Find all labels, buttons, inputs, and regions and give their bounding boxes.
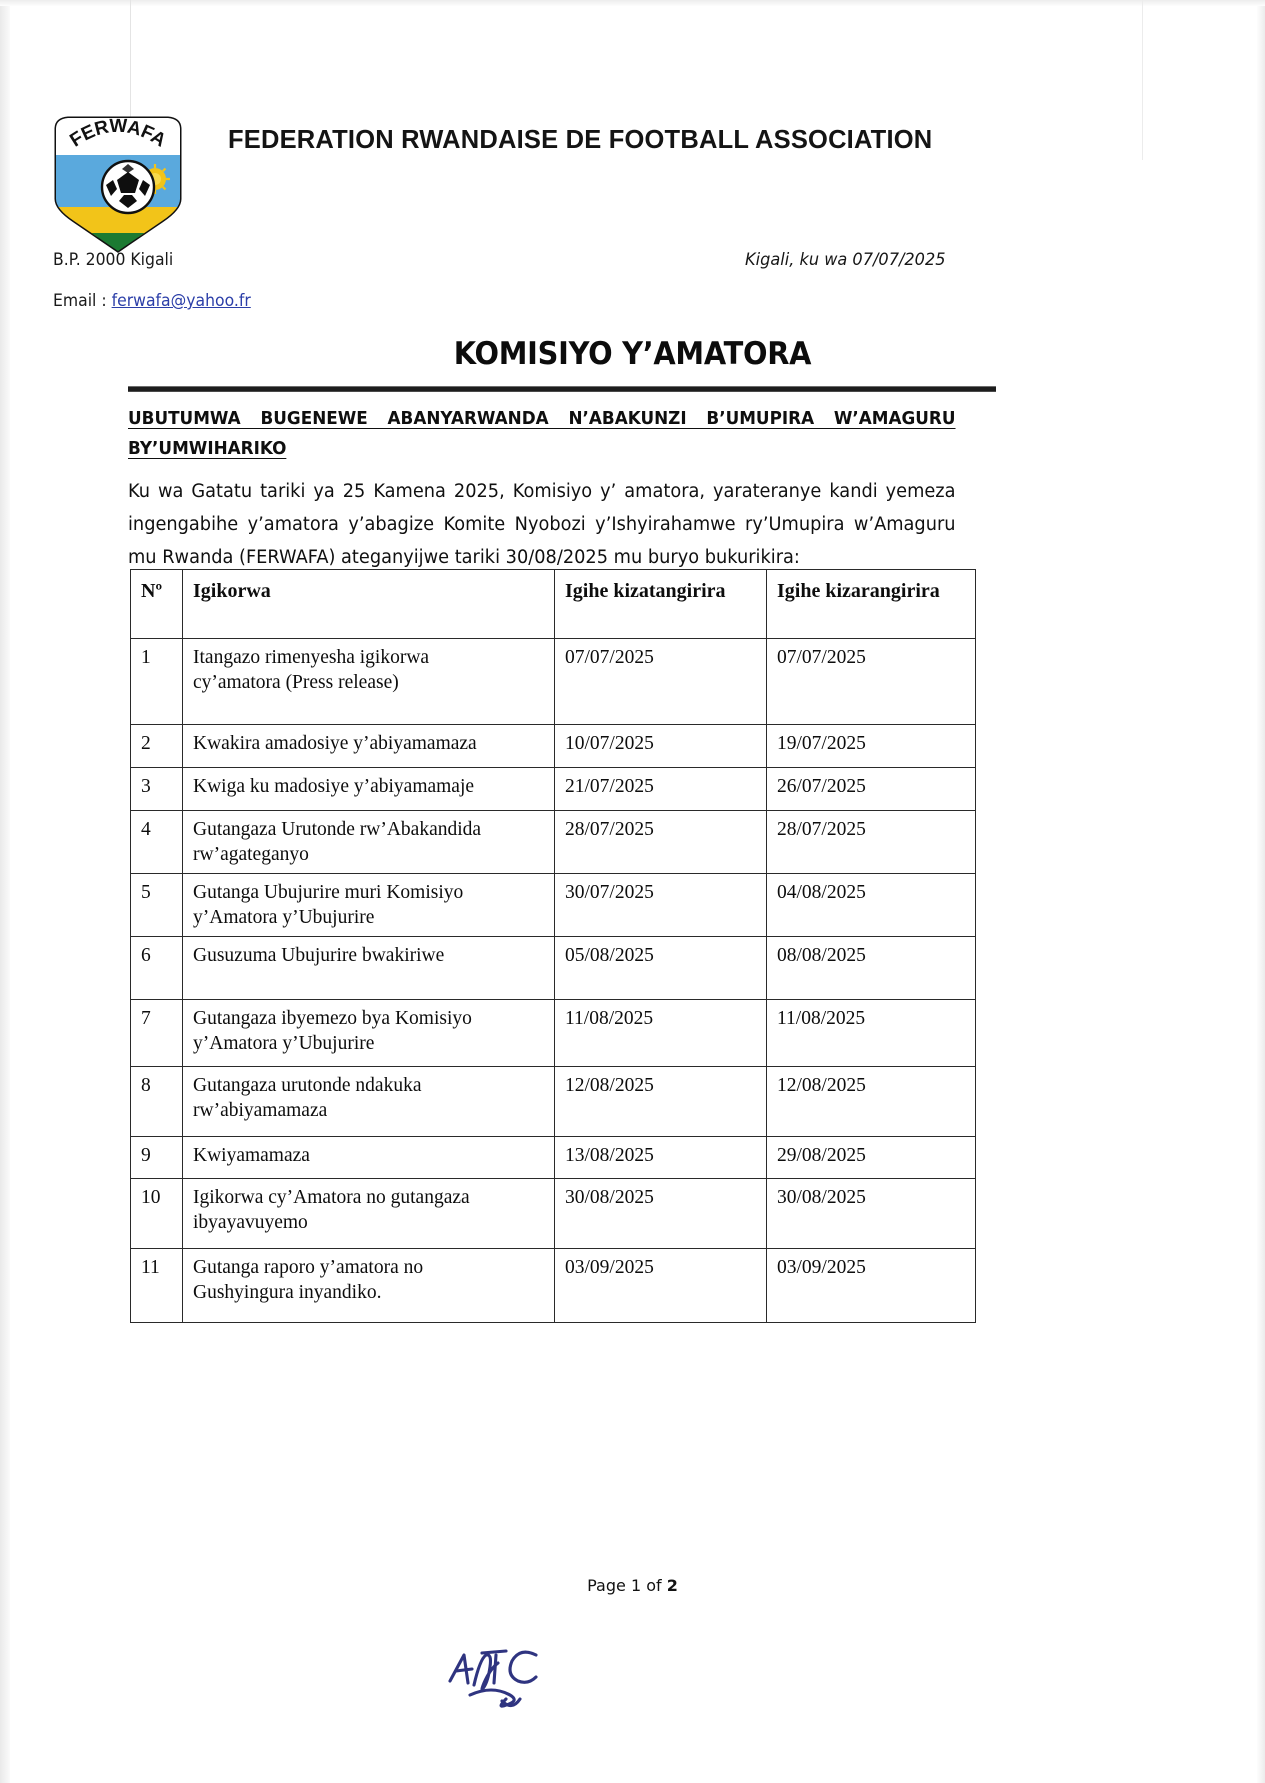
task-line-1: Igikorwa cy’Amatora no gutangaza [193,1187,470,1208]
row-end-date: 12/08/2025 [767,1067,976,1137]
task-line-1: Gusuzuma Ubujurire bwakiriwe [193,945,445,966]
row-number: 4 [131,811,183,874]
row-task [183,1249,555,1323]
column-header-end: Igihe kizarangirira [767,570,976,639]
page-footer [0,1576,1265,1595]
row-number: 11 [131,1249,183,1323]
scan-edge-left [0,0,10,1783]
row-end-date: 19/07/2025 [767,725,976,768]
subject-heading [128,404,956,464]
row-end-date: 30/08/2025 [767,1179,976,1249]
row-task [183,1000,555,1067]
table-header-row [131,570,976,639]
row-number: 5 [131,874,183,937]
scan-fold-line-right [1142,0,1143,160]
row-task [183,874,555,937]
table-row [131,937,976,1000]
subject-line-2: BY’UMWIHARIKO [128,439,287,459]
column-header-start: Igihe kizatangirira [555,570,767,639]
task-line-2: y’Amatora y’Ubujurire [193,907,375,928]
row-end-date: 04/08/2025 [767,874,976,937]
place-and-date: Kigali, ku wa 07/07/2025 [745,250,946,270]
task-line-2: Gushyingura inyandiko. [193,1282,382,1303]
email-line [53,291,251,311]
task-line-2: ibyayavuyemo [193,1212,308,1233]
subject-line-1: UBUTUMWA BUGENEWE ABANYARWANDA N’ABAKUNZI B’UMUPIRA W’AMAGURU [128,409,956,429]
title-divider [128,386,996,392]
row-task [183,1179,555,1249]
row-end-date: 08/08/2025 [767,937,976,1000]
row-start-date: 11/08/2025 [555,1000,767,1067]
row-task [183,937,555,1000]
ferwafa-logo [42,103,194,255]
table-row [131,1137,976,1179]
row-end-date: 26/07/2025 [767,768,976,811]
task-line-1: Kwiyamamaza [193,1145,310,1166]
signature [440,1625,620,1735]
ferwafa-shield-icon [42,103,194,255]
task-line-1: Gutangaza Urutonde rw’Abakandida [193,819,482,840]
row-end-date: 11/08/2025 [767,1000,976,1067]
table-row [131,1179,976,1249]
table-row [131,1249,976,1323]
task-line-1: Itangazo rimenyesha igikorwa [193,647,430,668]
row-number: 8 [131,1067,183,1137]
task-line-1: Gutangaza ibyemezo bya Komisiyo [193,1008,472,1029]
handwritten-signature-icon [440,1625,620,1735]
row-end-date: 28/07/2025 [767,811,976,874]
task-line-1: Gutanga raporo y’amatora no [193,1257,424,1278]
page-footer-total: 2 [666,1576,678,1595]
row-task [183,1137,555,1179]
email-link[interactable]: ferwafa@yahoo.fr [111,291,251,311]
column-header-no: Nº [131,570,183,639]
postal-address: B.P. 2000 Kigali [53,250,174,270]
row-task [183,1067,555,1137]
organization-title: FEDERATION RWANDAISE DE FOOTBALL ASSOCIATION [228,126,933,154]
task-line-2: rw’abiyamamaza [193,1100,328,1121]
task-line-1: Kwakira amadosiye y’abiyamamaza [193,733,477,754]
task-line-1: Kwiga ku madosiye y’abiyamamaje [193,776,475,797]
task-line-1: Gutanga Ubujurire muri Komisiyo [193,882,464,903]
row-start-date: 21/07/2025 [555,768,767,811]
soccer-ball-icon [102,161,154,213]
row-start-date: 10/07/2025 [555,725,767,768]
row-number: 1 [131,639,183,725]
scan-edge-top [0,0,1265,6]
email-label: Email : [53,291,107,311]
document-title: KOMISIYO Y’AMATORA [453,336,812,372]
logo-arc-text: FERWAFA [66,115,170,152]
row-start-date: 13/08/2025 [555,1137,767,1179]
row-number: 2 [131,725,183,768]
row-number: 6 [131,937,183,1000]
row-task [183,639,555,725]
row-end-date: 29/08/2025 [767,1137,976,1179]
row-start-date: 30/08/2025 [555,1179,767,1249]
row-number: 10 [131,1179,183,1249]
task-line-2: y’Amatora y’Ubujurire [193,1033,375,1054]
scan-edge-right [1257,0,1265,1783]
row-start-date: 30/07/2025 [555,874,767,937]
row-start-date: 12/08/2025 [555,1067,767,1137]
row-start-date: 05/08/2025 [555,937,767,1000]
table-row [131,725,976,768]
row-task [183,811,555,874]
table-row [131,1000,976,1067]
row-number: 3 [131,768,183,811]
table-row [131,1067,976,1137]
body-paragraph: Ku wa Gatatu tariki ya 25 Kamena 2025, Komisiyo y’ amatora, yarateranye kandi yemeza ingengabihe y’amatora y’abagize Komite Nyobozi y’Ishyirahamwe ry’Umupira w’Amaguru mu Rwanda (FERWAFA) ateganyijwe tariki 30/08/2025 mu buryo bukurikira: [128,481,956,568]
task-line-2: cy’amatora (Press release) [193,672,399,693]
table-row [131,768,976,811]
column-header-task: Igikorwa [183,570,555,639]
scan-fold-line-left [130,0,131,120]
row-end-date: 03/09/2025 [767,1249,976,1323]
election-schedule-table [130,569,976,1323]
table-row [131,639,976,725]
row-number: 9 [131,1137,183,1179]
row-start-date: 28/07/2025 [555,811,767,874]
row-end-date: 07/07/2025 [767,639,976,725]
task-line-1: Gutangaza urutonde ndakuka [193,1075,422,1096]
table-row [131,811,976,874]
row-start-date: 03/09/2025 [555,1249,767,1323]
row-task [183,725,555,768]
table-row [131,874,976,937]
row-number: 7 [131,1000,183,1067]
row-task [183,768,555,811]
row-start-date: 07/07/2025 [555,639,767,725]
page-footer-prefix: Page 1 of [587,1576,667,1595]
task-line-2: rw’agateganyo [193,844,309,865]
